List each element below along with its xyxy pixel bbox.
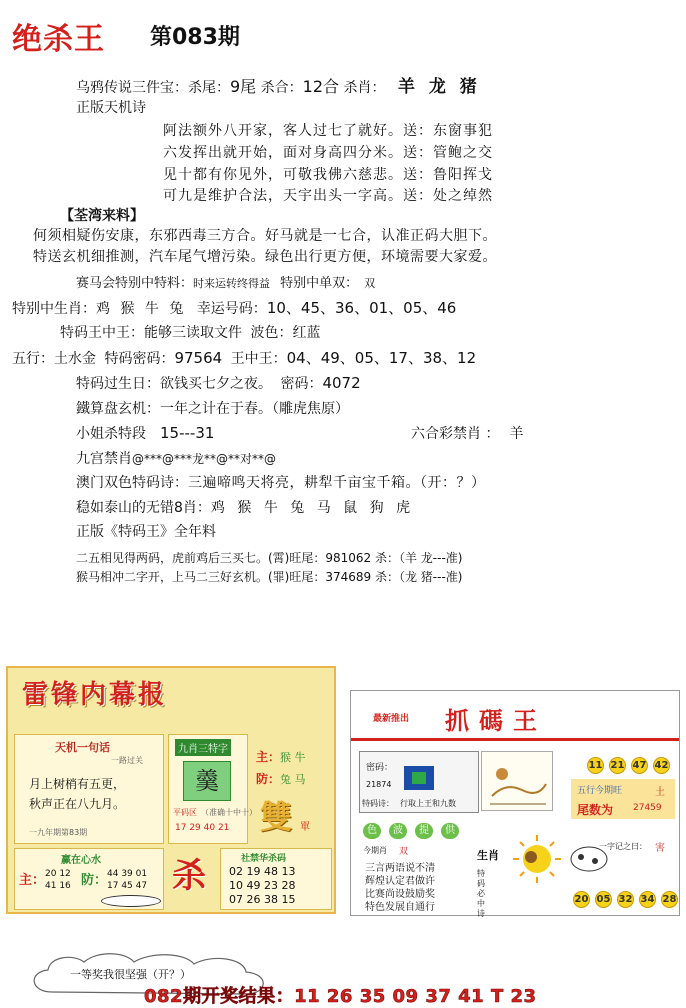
horse-row bbox=[76, 272, 375, 291]
kill-combo-label: 杀合： bbox=[260, 80, 303, 96]
crow-line bbox=[76, 72, 481, 97]
tail-value: 27459 bbox=[633, 803, 662, 813]
horse-value: 时来运转终得益 bbox=[193, 277, 271, 290]
abacus-value: 一年之计在于春。（雕虎焦原） bbox=[160, 401, 349, 417]
zodiac-row bbox=[12, 297, 456, 318]
annual-title: 正版《特码王》全年料 bbox=[76, 524, 216, 540]
oval-shape bbox=[101, 895, 161, 907]
kill-row: 10 49 23 28 bbox=[229, 879, 296, 892]
ball: 05 bbox=[595, 891, 612, 908]
tail-label: 尾数为 bbox=[577, 803, 614, 817]
sheng-label: 生肖 bbox=[477, 849, 499, 862]
logo-icon bbox=[404, 766, 434, 790]
pair-line-1: 二五相见得两码，虎前鸡后三买七。(霄)旺尾：981062 杀：（羊 龙---准) bbox=[76, 551, 463, 565]
side-poem: 特色发展自通行 bbox=[365, 902, 435, 913]
right-header bbox=[351, 691, 679, 741]
miss-row bbox=[76, 423, 214, 443]
center-flat-note: （准确十中十） bbox=[201, 808, 257, 817]
wuxing-row bbox=[12, 347, 476, 368]
ban-label: 六合彩禁肖 ： bbox=[411, 426, 500, 442]
pills-row bbox=[363, 823, 483, 841]
result-line: 082期开奖结果：11 26 35 09 37 41 T 23 bbox=[144, 986, 537, 1007]
kill-combo: 12合 bbox=[302, 77, 340, 96]
poem-title: 正版天机诗 bbox=[76, 100, 146, 116]
taiwan-line: 特送玄机细推测，汽车尾气增污染。绿色出行更方便，环境需要大家爱。 bbox=[33, 249, 497, 265]
sha-char: 杀 bbox=[172, 856, 206, 896]
side-poem: 辉煌认定君做许 bbox=[365, 876, 435, 887]
ball: 21 bbox=[609, 757, 626, 774]
shuang-char: 雙 bbox=[260, 798, 293, 836]
grid-nums: 17 45 47 bbox=[107, 881, 148, 891]
miss-label: 小姐杀特段 bbox=[76, 426, 146, 442]
sky-poem: 秋声正在八九月。 bbox=[29, 797, 126, 811]
cloud-text: 一等奖我很坚强（开？） bbox=[70, 968, 191, 981]
center-nums: 17 29 40 21 bbox=[175, 823, 230, 833]
pill: 波 bbox=[389, 823, 407, 839]
main-label: 主： bbox=[19, 873, 46, 888]
macau-row bbox=[76, 472, 486, 492]
wave-label: 波色： bbox=[250, 325, 293, 341]
king-label: 特码王中王： bbox=[60, 325, 144, 341]
zhu-label: 主： bbox=[256, 750, 281, 764]
taishan-value: 鸡 猴 牛 兔 马 鼠 狗 虎 bbox=[210, 500, 415, 516]
pwd-value: 21874 bbox=[366, 780, 392, 789]
sky-box bbox=[14, 734, 164, 844]
poem-line: 六发挥出就开始，面对身高四分米。送：管鲍之交 bbox=[163, 145, 493, 161]
macau-label: 澳门双色特码诗： bbox=[76, 475, 188, 491]
poem-line: 阿法额外八开家，客人过七了就好。送：东窗事犯 bbox=[163, 123, 493, 139]
code-label: 特码密码： bbox=[104, 351, 175, 367]
side-poem: 三言两语说不清 bbox=[365, 863, 435, 874]
kill-box bbox=[220, 848, 332, 910]
zhu-row bbox=[256, 748, 306, 765]
ball: 20 bbox=[573, 891, 590, 908]
birthday-row bbox=[76, 373, 361, 393]
wuxing-label: 五行今期旺 bbox=[577, 786, 623, 796]
lucky-value: 10、45、36、01、05、46 bbox=[266, 299, 457, 317]
kill-zodiacs: 羊 龙 猪 bbox=[397, 77, 481, 97]
ball: 47 bbox=[631, 757, 648, 774]
pwd-label: 密码： bbox=[366, 763, 394, 773]
ninepalace-row bbox=[76, 448, 276, 468]
kill-row: 07 26 38 15 bbox=[229, 893, 296, 906]
tm-label: 特码诗： bbox=[362, 799, 394, 808]
kill-row: 02 19 48 13 bbox=[229, 865, 296, 878]
birthday-label: 特码过生日： bbox=[76, 376, 160, 392]
defend-label: 防： bbox=[81, 873, 108, 888]
issue-number: 第083期 bbox=[150, 25, 240, 50]
grid-nums: 44 39 01 bbox=[107, 869, 148, 879]
zodiac-value: 鸡 猴 牛 兔 bbox=[96, 301, 187, 317]
right-title: 抓碼王 bbox=[445, 706, 547, 735]
pill: 色 bbox=[363, 823, 381, 839]
king-value: 能够三读取文件 bbox=[144, 325, 242, 341]
tm-value: 行取上王和九数 bbox=[400, 799, 456, 808]
pill: 提 bbox=[415, 823, 433, 839]
monkey-drawing bbox=[482, 752, 554, 812]
monkey-picture bbox=[481, 751, 553, 811]
poem-line: 可九是维护合法，天宇出头一字高。送：处之绰然 bbox=[163, 188, 493, 204]
wuxing-label: 五行： bbox=[12, 351, 54, 367]
main-nums: 20 12 bbox=[45, 869, 71, 879]
kk-value: 04、49、05、17、38、12 bbox=[286, 349, 477, 367]
center-flat: 平码区 bbox=[173, 808, 197, 817]
horse-label: 赛马会特别中特料： bbox=[76, 276, 194, 291]
abacus-label: 鐵算盘玄机： bbox=[76, 401, 160, 417]
heart-title: 赢在心水 bbox=[61, 855, 101, 866]
side-poem: 比赛尚设鼓励奖 bbox=[365, 889, 435, 900]
sky-note: 一九年期第83期 bbox=[29, 828, 88, 837]
sky-title: 天机一句话 bbox=[55, 741, 110, 754]
ban-row bbox=[411, 423, 523, 443]
tail-box bbox=[571, 779, 675, 819]
kill-tail: 9尾 bbox=[230, 77, 257, 96]
right-pretitle: 最新推出 bbox=[373, 714, 410, 724]
parity-label: 特别中单双： bbox=[280, 276, 359, 291]
ban-value: 羊 bbox=[509, 426, 524, 442]
ball: 32 bbox=[617, 891, 634, 908]
wave-value: 红蓝 bbox=[292, 325, 321, 341]
center-char-box bbox=[183, 761, 231, 801]
macau-value: 三遍啼鸣天将亮，耕犁千亩宝千箱。（开：？） bbox=[188, 475, 486, 491]
parity-value: 双 bbox=[364, 277, 376, 290]
abacus-row bbox=[76, 398, 349, 418]
birthday-value: 欲钱买七夕之夜。 bbox=[160, 376, 272, 392]
today-value: 双 bbox=[399, 847, 409, 857]
ball: 11 bbox=[587, 757, 604, 774]
sky-poem: 月上树梢有五更， bbox=[29, 777, 126, 791]
king-row bbox=[60, 322, 320, 342]
left-panel-title: 雷锋内幕报 bbox=[22, 680, 168, 710]
fang-row bbox=[256, 770, 306, 787]
kill-zodiac-label: 杀肖： bbox=[343, 80, 386, 96]
ninepalace-value: @***@***龙**@**对**@ bbox=[132, 452, 277, 466]
poem-line: 见十都有你见外，可敬我佛六慈悲。送：鲁阳挥戈 bbox=[163, 167, 493, 183]
ball: 42 bbox=[653, 757, 670, 774]
center-box bbox=[168, 734, 257, 844]
one-word-label: 一字记之曰： bbox=[599, 842, 647, 851]
cow-icon bbox=[561, 833, 621, 879]
password-label: 密码： bbox=[280, 376, 323, 392]
kill-title: 社禁华杀码 bbox=[241, 854, 287, 864]
wuxing-value: 土水金 bbox=[54, 351, 96, 367]
heart-box bbox=[14, 848, 164, 910]
taiwan-title: 【荃湾来料】 bbox=[60, 208, 144, 224]
ball: 34 bbox=[639, 891, 656, 908]
dan-char: 單 bbox=[300, 822, 310, 833]
right-panel bbox=[350, 690, 680, 916]
side-note: 特码必中诗 bbox=[477, 869, 485, 918]
code-value: 97564 bbox=[174, 349, 223, 367]
center-char: 羹 bbox=[195, 767, 219, 795]
center-title: 九肖三特字 bbox=[175, 739, 231, 756]
zhu-value: 猴 牛 bbox=[280, 751, 306, 764]
crow-label: 乌鸦传说三件宝：杀尾： bbox=[76, 80, 230, 96]
logo-green-part bbox=[412, 772, 426, 784]
wuxing-value: 土 bbox=[655, 787, 665, 798]
ninepalace-label: 九宫禁肖 bbox=[76, 451, 132, 467]
lucky-label: 幸运号码： bbox=[196, 301, 267, 317]
sky-sub: 一路过关 bbox=[111, 756, 143, 765]
pill: 供 bbox=[441, 823, 459, 839]
fang-value: 兔 马 bbox=[280, 773, 306, 786]
code-box bbox=[359, 751, 479, 813]
miss-value: 15---31 bbox=[160, 424, 215, 442]
one-word-value: 害 bbox=[655, 843, 665, 854]
ball: 28 bbox=[661, 891, 678, 908]
left-panel bbox=[6, 666, 336, 914]
pair-line-2: 猴马相冲二字开，上马二三好玄机。(罪)旺尾：374689 杀：（龙 猪---准) bbox=[76, 570, 463, 584]
taishan-label: 稳如泰山的无错8肖： bbox=[76, 500, 211, 516]
taishan-row bbox=[76, 497, 414, 517]
fang-label: 防： bbox=[256, 772, 281, 786]
taiwan-line: 何须相疑伤安康，东邪西毒三方合。好马就是一七合，认准正码大胆下。 bbox=[33, 228, 497, 244]
brand-title: 绝杀王 bbox=[12, 22, 105, 57]
password-value: 4072 bbox=[322, 374, 361, 392]
zodiac-label: 特别中生肖： bbox=[12, 301, 96, 317]
today-label: 今期肖 bbox=[363, 846, 387, 855]
defend-nums: 41 16 bbox=[45, 881, 71, 891]
kk-label: 王中王： bbox=[230, 351, 287, 367]
